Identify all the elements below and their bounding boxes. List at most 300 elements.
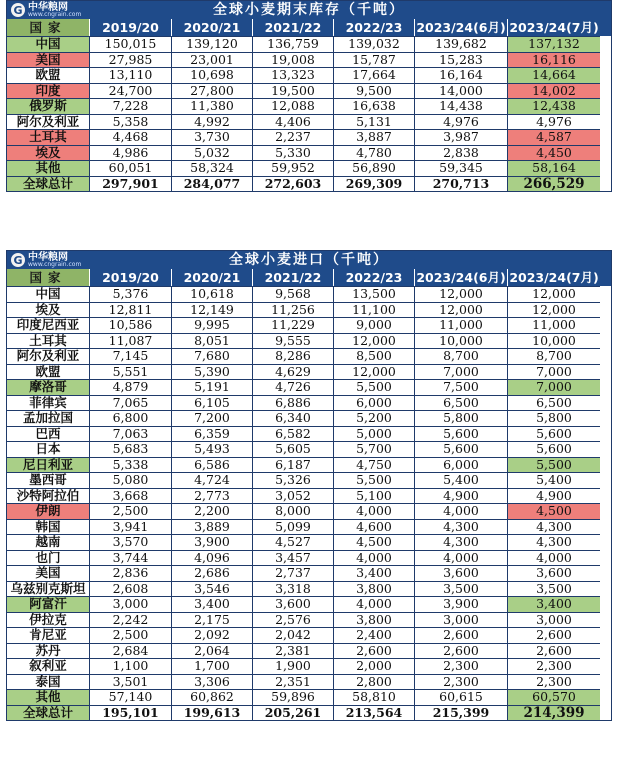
value-cell: 9,568 (252, 286, 333, 302)
country-cell: 巴西 (7, 426, 89, 442)
table-title-bar (7, 1, 611, 19)
value-cell: 6,500 (414, 395, 507, 411)
value-cell: 27,985 (89, 52, 171, 68)
total-value: 214,399 (507, 705, 600, 721)
header-row (7, 269, 611, 286)
value-cell: 11,256 (252, 302, 333, 318)
country-cell: 尼日利亚 (7, 457, 89, 473)
value-cell: 2,500 (89, 503, 171, 519)
value-cell: 8,286 (252, 348, 333, 364)
logo-url: www.cngrain.com (28, 10, 82, 18)
table-row (7, 379, 611, 395)
value-cell: 4,500 (507, 503, 600, 519)
total-value: 272,603 (252, 176, 333, 192)
value-cell: 4,724 (171, 472, 252, 488)
table-row (7, 348, 611, 364)
country-cell: 印度 (7, 83, 89, 99)
table-title: 全球小麦进口（千吨） (229, 252, 389, 268)
value-cell: 2,500 (89, 627, 171, 643)
country-cell: 沙特阿拉伯 (7, 488, 89, 504)
value-cell: 59,896 (252, 689, 333, 705)
value-cell: 58,324 (171, 160, 252, 176)
value-cell: 12,438 (507, 98, 600, 114)
country-cell: 泰国 (7, 674, 89, 690)
total-value: 215,399 (414, 705, 507, 721)
value-cell: 5,376 (89, 286, 171, 302)
value-cell: 2,600 (333, 643, 414, 659)
value-cell: 2,300 (414, 658, 507, 674)
country-cell: 土耳其 (7, 129, 89, 145)
value-cell: 7,228 (89, 98, 171, 114)
table-title: 全球小麦期末库存（千吨） (213, 2, 405, 18)
table-row (7, 160, 611, 176)
value-cell: 6,586 (171, 457, 252, 473)
value-cell: 3,600 (252, 596, 333, 612)
value-cell: 13,110 (89, 67, 171, 83)
value-cell: 2,800 (333, 674, 414, 690)
country-cell: 菲律宾 (7, 395, 89, 411)
value-cell: 2,300 (507, 674, 600, 690)
table-row (7, 364, 611, 380)
value-cell: 16,164 (414, 67, 507, 83)
table-row (7, 488, 611, 504)
header-year: 2021/22 (252, 269, 333, 286)
value-cell: 60,862 (171, 689, 252, 705)
value-cell: 14,664 (507, 67, 600, 83)
value-cell: 5,500 (333, 472, 414, 488)
value-cell: 3,668 (89, 488, 171, 504)
value-cell: 5,500 (333, 379, 414, 395)
value-cell: 7,065 (89, 395, 171, 411)
value-cell: 3,400 (171, 596, 252, 612)
value-cell: 3,000 (89, 596, 171, 612)
value-cell: 5,100 (333, 488, 414, 504)
value-cell: 3,052 (252, 488, 333, 504)
value-cell: 2,836 (89, 565, 171, 581)
value-cell: 12,088 (252, 98, 333, 114)
header-country: 国家 (7, 269, 89, 286)
value-cell: 12,000 (333, 364, 414, 380)
value-cell: 6,000 (414, 457, 507, 473)
header-year: 2023/24(7月) (507, 19, 600, 36)
value-cell: 1,100 (89, 658, 171, 674)
value-cell: 4,629 (252, 364, 333, 380)
table-row (7, 457, 611, 473)
value-cell: 4,096 (171, 550, 252, 566)
table-row (7, 643, 611, 659)
header-year: 2019/20 (89, 269, 171, 286)
country-cell: 越南 (7, 534, 89, 550)
value-cell: 7,000 (414, 364, 507, 380)
value-cell: 4,750 (333, 457, 414, 473)
table-row (7, 410, 611, 426)
total-value: 266,529 (507, 176, 600, 192)
value-cell: 4,986 (89, 145, 171, 161)
header-year: 2023/24(6月) (414, 269, 507, 286)
value-cell: 14,000 (414, 83, 507, 99)
value-cell: 4,976 (414, 114, 507, 130)
total-value: 195,101 (89, 705, 171, 721)
value-cell: 2,684 (89, 643, 171, 659)
value-cell: 2,064 (171, 643, 252, 659)
table-row (7, 674, 611, 690)
value-cell: 5,330 (252, 145, 333, 161)
value-cell: 17,664 (333, 67, 414, 83)
value-cell: 4,587 (507, 129, 600, 145)
country-cell: 阿尔及利亚 (7, 114, 89, 130)
value-cell: 7,000 (507, 364, 600, 380)
value-cell: 10,000 (414, 333, 507, 349)
value-cell: 5,000 (333, 426, 414, 442)
value-cell: 4,000 (507, 550, 600, 566)
country-cell: 埃及 (7, 302, 89, 318)
imports-table (6, 250, 612, 721)
logo-name: 中华粮网 (28, 251, 68, 263)
value-cell: 1,700 (171, 658, 252, 674)
total-value: 269,309 (333, 176, 414, 192)
value-cell: 13,500 (333, 286, 414, 302)
value-cell: 4,900 (507, 488, 600, 504)
country-cell: 埃及 (7, 145, 89, 161)
value-cell: 3,744 (89, 550, 171, 566)
value-cell: 14,438 (414, 98, 507, 114)
value-cell: 3,000 (414, 612, 507, 628)
value-cell: 12,000 (414, 302, 507, 318)
logo-icon: G (11, 3, 25, 17)
value-cell: 5,605 (252, 441, 333, 457)
total-value: 205,261 (252, 705, 333, 721)
value-cell: 3,600 (414, 565, 507, 581)
country-cell: 中国 (7, 286, 89, 302)
table-row (7, 395, 611, 411)
value-cell: 27,800 (171, 83, 252, 99)
value-cell: 11,229 (252, 317, 333, 333)
value-cell: 3,500 (414, 581, 507, 597)
value-cell: 9,500 (333, 83, 414, 99)
value-cell: 136,759 (252, 36, 333, 52)
country-cell: 其他 (7, 689, 89, 705)
value-cell: 6,000 (333, 395, 414, 411)
total-value: 270,713 (414, 176, 507, 192)
total-value: 213,564 (333, 705, 414, 721)
country-cell: 土耳其 (7, 333, 89, 349)
country-cell: 阿富汗 (7, 596, 89, 612)
table-row (7, 145, 611, 161)
header-year: 2023/24(6月) (414, 19, 507, 36)
table-row (7, 503, 611, 519)
total-label: 全球总计 (7, 176, 89, 192)
value-cell: 4,300 (414, 519, 507, 535)
value-cell: 11,000 (507, 317, 600, 333)
country-cell: 欧盟 (7, 67, 89, 83)
value-cell: 2,576 (252, 612, 333, 628)
country-cell: 孟加拉国 (7, 410, 89, 426)
value-cell: 3,318 (252, 581, 333, 597)
value-cell: 12,000 (507, 302, 600, 318)
value-cell: 4,300 (507, 519, 600, 535)
total-row (7, 705, 611, 721)
value-cell: 9,995 (171, 317, 252, 333)
table-row (7, 550, 611, 566)
country-cell: 伊朗 (7, 503, 89, 519)
value-cell: 4,780 (333, 145, 414, 161)
logo-url: www.cngrain.com (28, 260, 82, 268)
table-row (7, 67, 611, 83)
value-cell: 2,242 (89, 612, 171, 628)
header-year: 2019/20 (89, 19, 171, 36)
country-cell: 美国 (7, 52, 89, 68)
table-row (7, 689, 611, 705)
country-cell: 韩国 (7, 519, 89, 535)
country-cell: 摩洛哥 (7, 379, 89, 395)
value-cell: 6,886 (252, 395, 333, 411)
value-cell: 5,338 (89, 457, 171, 473)
value-cell: 137,132 (507, 36, 600, 52)
table-row (7, 333, 611, 349)
table-row (7, 114, 611, 130)
value-cell: 11,380 (171, 98, 252, 114)
value-cell: 5,358 (89, 114, 171, 130)
value-cell: 7,145 (89, 348, 171, 364)
value-cell: 4,300 (507, 534, 600, 550)
logo-name: 中华粮网 (28, 1, 68, 13)
value-cell: 24,700 (89, 83, 171, 99)
country-cell: 苏丹 (7, 643, 89, 659)
value-cell: 2,381 (252, 643, 333, 659)
value-cell: 7,500 (414, 379, 507, 395)
value-cell: 3,000 (507, 612, 600, 628)
table-row (7, 612, 611, 628)
value-cell: 59,952 (252, 160, 333, 176)
country-cell: 阿尔及利亚 (7, 348, 89, 364)
value-cell: 3,600 (507, 565, 600, 581)
value-cell: 8,000 (252, 503, 333, 519)
value-cell: 7,063 (89, 426, 171, 442)
value-cell: 2,600 (414, 643, 507, 659)
value-cell: 3,400 (507, 596, 600, 612)
header-year: 2020/21 (171, 269, 252, 286)
value-cell: 5,683 (89, 441, 171, 457)
value-cell: 3,306 (171, 674, 252, 690)
value-cell: 2,200 (171, 503, 252, 519)
value-cell: 10,698 (171, 67, 252, 83)
value-cell: 13,323 (252, 67, 333, 83)
value-cell: 4,000 (333, 596, 414, 612)
value-cell: 23,001 (171, 52, 252, 68)
value-cell: 2,600 (507, 627, 600, 643)
value-cell: 2,686 (171, 565, 252, 581)
country-cell: 俄罗斯 (7, 98, 89, 114)
value-cell: 3,987 (414, 129, 507, 145)
value-cell: 150,015 (89, 36, 171, 52)
value-cell: 2,600 (507, 643, 600, 659)
country-cell: 印度尼西亚 (7, 317, 89, 333)
value-cell: 1,900 (252, 658, 333, 674)
value-cell: 5,400 (414, 472, 507, 488)
value-cell: 16,116 (507, 52, 600, 68)
total-label: 全球总计 (7, 705, 89, 721)
value-cell: 57,140 (89, 689, 171, 705)
ending-stocks-table (6, 0, 612, 192)
table-row (7, 302, 611, 318)
value-cell: 19,500 (252, 83, 333, 99)
value-cell: 4,976 (507, 114, 600, 130)
value-cell: 15,283 (414, 52, 507, 68)
table-row (7, 581, 611, 597)
value-cell: 5,493 (171, 441, 252, 457)
header-year: 2022/23 (333, 19, 414, 36)
value-cell: 5,551 (89, 364, 171, 380)
value-cell: 14,002 (507, 83, 600, 99)
value-cell: 12,000 (507, 286, 600, 302)
value-cell: 139,682 (414, 36, 507, 52)
value-cell: 5,200 (333, 410, 414, 426)
value-cell: 3,900 (414, 596, 507, 612)
logo-icon: G (11, 253, 25, 267)
table-row (7, 83, 611, 99)
value-cell: 5,700 (333, 441, 414, 457)
value-cell: 6,800 (89, 410, 171, 426)
value-cell: 5,600 (414, 426, 507, 442)
value-cell: 9,000 (333, 317, 414, 333)
value-cell: 58,810 (333, 689, 414, 705)
table-row (7, 52, 611, 68)
value-cell: 10,586 (89, 317, 171, 333)
value-cell: 4,000 (333, 550, 414, 566)
value-cell: 12,000 (333, 333, 414, 349)
value-cell: 5,500 (507, 457, 600, 473)
header-year: 2020/21 (171, 19, 252, 36)
value-cell: 6,359 (171, 426, 252, 442)
value-cell: 5,600 (507, 441, 600, 457)
value-cell: 4,726 (252, 379, 333, 395)
value-cell: 4,992 (171, 114, 252, 130)
table-row (7, 36, 611, 52)
country-cell: 乌兹别克斯坦 (7, 581, 89, 597)
value-cell: 2,000 (333, 658, 414, 674)
total-value: 284,077 (171, 176, 252, 192)
value-cell: 4,000 (414, 503, 507, 519)
value-cell: 2,600 (414, 627, 507, 643)
table-row (7, 98, 611, 114)
value-cell: 11,000 (414, 317, 507, 333)
value-cell: 2,737 (252, 565, 333, 581)
total-value: 199,613 (171, 705, 252, 721)
value-cell: 58,164 (507, 160, 600, 176)
table-row (7, 596, 611, 612)
value-cell: 59,345 (414, 160, 507, 176)
value-cell: 6,582 (252, 426, 333, 442)
value-cell: 3,400 (333, 565, 414, 581)
value-cell: 6,340 (252, 410, 333, 426)
value-cell: 4,500 (333, 534, 414, 550)
table-row (7, 565, 611, 581)
value-cell: 3,941 (89, 519, 171, 535)
value-cell: 60,615 (414, 689, 507, 705)
country-cell: 墨西哥 (7, 472, 89, 488)
country-cell: 其他 (7, 160, 89, 176)
value-cell: 8,700 (507, 348, 600, 364)
value-cell: 2,092 (171, 627, 252, 643)
value-cell: 12,149 (171, 302, 252, 318)
value-cell: 5,131 (333, 114, 414, 130)
value-cell: 3,457 (252, 550, 333, 566)
value-cell: 3,500 (507, 581, 600, 597)
value-cell: 6,187 (252, 457, 333, 473)
value-cell: 12,811 (89, 302, 171, 318)
table-row (7, 426, 611, 442)
table-row (7, 129, 611, 145)
value-cell: 2,773 (171, 488, 252, 504)
value-cell: 7,200 (171, 410, 252, 426)
value-cell: 2,608 (89, 581, 171, 597)
table-row (7, 317, 611, 333)
value-cell: 3,546 (171, 581, 252, 597)
country-cell: 叙利亚 (7, 658, 89, 674)
value-cell: 60,051 (89, 160, 171, 176)
value-cell: 16,638 (333, 98, 414, 114)
table-row (7, 441, 611, 457)
header-country: 国家 (7, 19, 89, 36)
header-year: 2023/24(7月) (507, 269, 600, 286)
value-cell: 8,700 (414, 348, 507, 364)
value-cell: 9,555 (252, 333, 333, 349)
value-cell: 8,500 (333, 348, 414, 364)
value-cell: 3,800 (333, 581, 414, 597)
value-cell: 5,390 (171, 364, 252, 380)
value-cell: 5,600 (414, 441, 507, 457)
value-cell: 2,175 (171, 612, 252, 628)
value-cell: 4,000 (414, 550, 507, 566)
value-cell: 5,800 (414, 410, 507, 426)
table-row (7, 286, 611, 302)
total-row (7, 176, 611, 192)
value-cell: 8,051 (171, 333, 252, 349)
country-cell: 美国 (7, 565, 89, 581)
country-cell: 肯尼亚 (7, 627, 89, 643)
value-cell: 6,500 (507, 395, 600, 411)
country-cell: 欧盟 (7, 364, 89, 380)
table-row (7, 658, 611, 674)
value-cell: 4,406 (252, 114, 333, 130)
value-cell: 5,080 (89, 472, 171, 488)
value-cell: 12,000 (414, 286, 507, 302)
value-cell: 4,527 (252, 534, 333, 550)
value-cell: 2,838 (414, 145, 507, 161)
value-cell: 5,600 (507, 426, 600, 442)
table-row (7, 627, 611, 643)
value-cell: 5,326 (252, 472, 333, 488)
header-row (7, 19, 611, 36)
value-cell: 2,300 (507, 658, 600, 674)
country-cell: 日本 (7, 441, 89, 457)
header-year: 2022/23 (333, 269, 414, 286)
value-cell: 4,300 (414, 534, 507, 550)
header-year: 2021/22 (252, 19, 333, 36)
value-cell: 139,120 (171, 36, 252, 52)
value-cell: 3,730 (171, 129, 252, 145)
value-cell: 4,468 (89, 129, 171, 145)
value-cell: 3,889 (171, 519, 252, 535)
value-cell: 5,099 (252, 519, 333, 535)
value-cell: 2,300 (414, 674, 507, 690)
value-cell: 60,570 (507, 689, 600, 705)
value-cell: 2,400 (333, 627, 414, 643)
total-value: 297,901 (89, 176, 171, 192)
country-cell: 也门 (7, 550, 89, 566)
table-row (7, 534, 611, 550)
value-cell: 7,000 (507, 379, 600, 395)
